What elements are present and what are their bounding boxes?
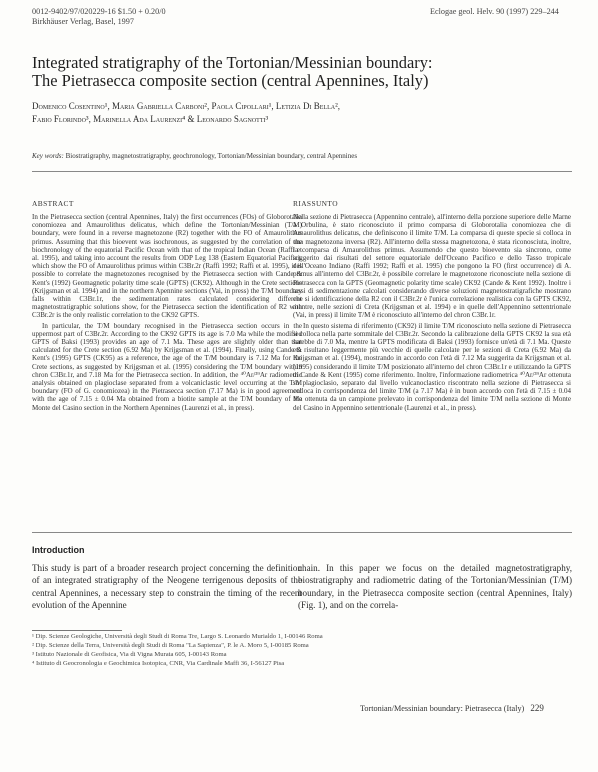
- footnote-rule: [32, 630, 122, 631]
- keywords: [32, 152, 572, 161]
- keywords-text: Biostratigraphy, magnetostratigraphy, geochronology, Tortonian/Messinian boundary, central Apennines: [65, 152, 358, 160]
- riassunto-paragraph: Nella sezione di Pietrasecca (Appennino centrale), all'interno della porzione superiore delle Marne a Orbulina, è stato riconosciuto il primo comparsa di Globorotalia conomiozea che di Amaurolithus delicatus, che definiscono il limite T/M. La comparsa di queste specie si colloca in una magnetozona inversa (R2). All'interno della stessa magnetozona, è stata riconosciuta, inoltre, la comparsa di Amaurolithus primus. Assumendo che questo bioevento sia sincrono, come suggerito dai risultati del settore equatoriale dell'Oceano Pacifico e dello Tasso tropicale dell'Oceano Indiano (Raffi 1992; Raffi et al. 1995) che pongono la FO (first occurrence) di A. primus all'interno del C3Br.2r, è possibile correlare le magnetozone riconosciute nella sezione di Pietrasecca con la GPTS (Geomagnetic polarity time scale) CK92 (Cande & Kent 1992). Inoltre i tassi di sedimentazione calcolati considerando diverse soluzioni magnetostratigrafiche mostrano che si identificazione della R2 con il C3Br.2r è l'unica correlazione realistica con la GPTS CK92, mentre, nelle sezioni di Creta (Krijgsman et al. 1994) e in quelle dell'Appennino settentrionale (Vai, in press) il limite T/M è riconosciuto all'interno del chron C3Br.1r.: [293, 213, 571, 320]
- running-title: Tortonian/Messinian boundary: Pietrasecca (Italy): [360, 704, 525, 713]
- affiliation-footnotes: [32, 633, 562, 669]
- abstract-body: [32, 213, 302, 414]
- footnote: ⁴ Istituto di Geocronologia e Geochimica Isotopica, CNR, Via Cardinale Maffi 36, I-56127 Pisa: [32, 659, 285, 667]
- keywords-label: Key words:: [32, 152, 64, 160]
- riassunto-body: [293, 213, 571, 414]
- journal-citation: Eclogae geol. Helv. 90 (1997) 229–244: [430, 7, 559, 16]
- footnote: ² Dip. Scienze della Terra, Università degli Studi di Roma "La Sapienza", P. le A. Moro 5, I-00185 Roma: [32, 641, 309, 649]
- article-code: 0012-9402/97/020229-16 $1.50 + 0.20/0: [32, 7, 166, 16]
- footnote: ¹ Dip. Scienze Geologiche, Università degli Studi di Roma Tre, Largo S. Leonardo Murialdo 1, I-00146 Roma: [32, 633, 323, 640]
- title-line-2: The Pietrasecca composite section (central Apennines, Italy): [32, 71, 429, 90]
- divider-bottom: [32, 532, 572, 533]
- riassunto-paragraph: In questo sistema di riferimento (CK92) il limite T/M riconosciuto nella sezione di Pietrasecca si colloca nella parte sommitale del C3Br.2r. Secondo la calibrazione della GPTS CK92 la sua età sarebbe di 7.0 Ma, mentre la GPTS modificata di Baksi (1993) fornisce un'età di 7.1 Ma. Queste età risultano leggermente più vecchie di quelle calcolate per le sezioni di Creta (6.92 Ma) da Krijgsman et al. (1994), mostrando in accordo con l'età di 7.12 Ma suggerita da Krijgsman et al. (1995) considerando il limite T/M posizionato all'interno del chron C3Br.1r e utilizzando la GPTS di Cande & Kent (1995) come riferimento. Inoltre, l'informazione radiometrica ⁴⁰Ar/³⁹Ar ottenuta su plagioclasio, separato dal livello vulcanoclastico riscontrato nella sezione di Pietrasecca si colloca in corrispondenza del limite T/M (a 7.17 Ma) è in buon accordo con l'età di 7.15 ± 0.04 Ma ottenuta da un campione prelevato in corrispondenza del limite T/M nella sezione di Monte del Casino in Appennino settentrionale (Laurenzi et al., in press).: [293, 321, 571, 412]
- title-line-1: Integrated stratigraphy of the Tortonian/Messinian boundary:: [32, 53, 433, 72]
- publisher-line: Birkhäuser Verlag, Basel, 1997: [32, 17, 134, 26]
- authors-line-2: Fabio Florindo³, Marinella Ada Laurenzi⁴ & Leonardo Sagnotti³: [32, 113, 269, 124]
- abstract-paragraph: In the Pietrasecca section (central Apennines, Italy) the first occurrences (FOs) of Globorotalia conomiozea and Amaurolithus delicatus, which define the Tortonian/Messinian (T/M) boundary, were found in a reverse magnetozone (R2) together with the FO of Amaurolithus primus. Assuming that this bioevent was isochronous, as suggested by the correlation of the biochronology of the equatorial Pacific Ocean with that of the tropical Indian Ocean (Raffi et al. 1995), and taking into account the results from ODP Leg 138 (Eastern Equatorial Pacific), which show the FO of Amaurolithus primus within C3Br.2r (Raffi 1992; Raffi et al. 1995), it is possible to correlate the magnetozones recognised by the Pietrasecca section with Cande & Kent's (1992) Geomagnetic polarity time scale (GPTS) (CK92). Although in the Crete sections (Krijgsman et al. 1994) and in the northern Apennine sections (Vai, in press) the T/M boundary falls within C3Br.1r, the sedimentation rates calculated considering different magnetostratigraphic solutions show, for the Pietrasecca section the identification of R2 with C3Br.2r is the only realistic correlation to the CK92 GPTS.: [32, 213, 302, 320]
- article-title: [32, 54, 572, 90]
- page-number: 229: [530, 703, 544, 713]
- divider-top: [32, 171, 572, 172]
- introduction-col-2: chain. In this paper we focus on the detailed magnetostratigraphy, biostratigraphy and radiometric dating of the Tortonian/Messinian (T/M) boundary, in the Pietrasecca composite section (central Apennines, Italy) (Fig. 1), and on the correla-: [298, 563, 572, 610]
- introduction-col-1: This study is part of a broader research project concerning the definition of an integrated stratigraphy of the Neogene terrigenous deposits of the central Apennines, a necessary step to constrain the timing of the recent evolution of the Apennine: [32, 563, 302, 610]
- riassunto-heading: RIASSUNTO: [293, 199, 338, 208]
- journal-code-block: [32, 7, 166, 27]
- author-list: [32, 100, 572, 125]
- abstract-paragraph: In particular, the T/M boundary recognised in the Pietrasecca section occurs in the uppermost part of C3Br.2r. According to the CK92 GPTS its age is 7.0 Ma while the modified GPTS of Baksi (1993) provides an age of 7.1 Ma. These ages are slightly older than that calculated for the Crete section (6.92 Ma) by Krijgsman et al. (1994). Finally, using Cande & Kent's (1995) GPTS (CK95) as a reference, the age of the T/M boundary is 7.12 Ma for the Crete sections, as suggested by Krijgsman et al. (1995) considering the T/M boundary within chron C3Br.1r, and 7.18 Ma for the Pietrasecca section. In addition, the ⁴⁰Ar/³⁹Ar radiometric analysis obtained on plagioclase separated from a volcaniclastic level occurring at the T/M boundary (FO of G. conomiozea) in the Pietrasecca section (7.17 Ma) is in good agreement with the age of 7.15 ± 0.04 Ma obtained from a biotite sample at the T/M boundary of the Monte del Casino section in the Northern Apennines (Laurenzi et al., in press).: [32, 321, 302, 412]
- abstract-heading: ABSTRACT: [32, 199, 74, 208]
- footnote: ³ Istituto Nazionale di Geofisica, Via di Vigna Murata 605, I-00143 Roma: [32, 650, 227, 658]
- introduction-heading: Introduction: [32, 545, 85, 555]
- authors-line-1: Domenico Cosentino¹, Maria Gabriella Carboni², Paola Cipollari¹, Letizia Di Bella²,: [32, 101, 341, 111]
- page-footer: [360, 703, 544, 713]
